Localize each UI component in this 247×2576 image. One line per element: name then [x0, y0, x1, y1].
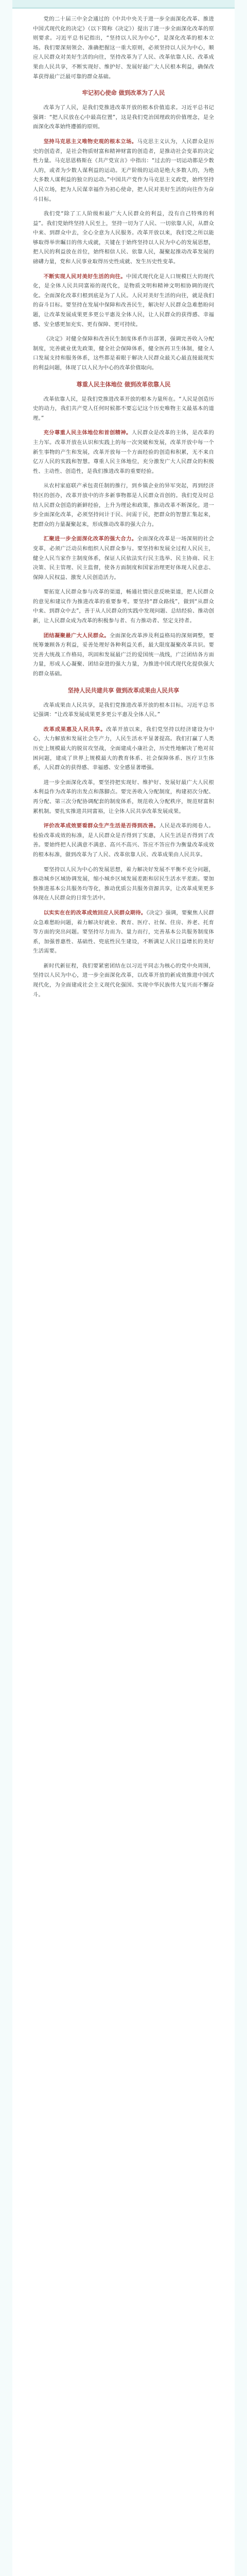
body-paragraph	[33, 631, 214, 679]
paragraph-text: 要坚持以人民为中心的发展思想，着力解决好发展不平衡不充分问题，推动城乡区域协调发展，缩小城乡区域发展差距和居民生活水平差距。要加快推进基本公共服务均等化，推动优质公共服务资源共享，让改革成果更多体现在人民群众的日常生活中。	[33, 866, 214, 902]
paragraph-text: 人民是改革的阅卷人。检验改革成效的标准，是人民群众是否得到了实惠，人民生活是否得到了改善。要始终把人民满意不满意、高兴不高兴、答应不答应作为衡量改革成效的根本标准，做到改革为了人民、改革依靠人民、改革成果由人民共享。	[33, 823, 215, 858]
paragraph-lead: 团结凝聚最广大人民群众。	[43, 632, 110, 639]
body-paragraph	[33, 534, 214, 582]
paragraph-lead: 不断实现人民对美好生活的向往。	[43, 273, 127, 280]
article-page	[12, 0, 235, 2576]
paragraph-text: 中国式现代化是人口规模巨大的现代化，是全体人民共同富裕的现代化，是物质文明和精神文明相协调的现代化。全面深化改革归根到底是为了人民。人民对美好生活的向往，就是我们的奋斗目标。要坚持在发展中保障和改善民生，解决好人民群众急难愁盼问题，让改革发展成果更多更公平惠及全体人民，让人民群众的获得感、幸福感、安全感更加充实、更有保障、更可持续。	[33, 273, 214, 328]
paragraph-text: 从农村家庭联产承包责任制的推行，到乡镇企业的异军突起，再到经济特区的创办，改革开放中的许多新事物都是人民群众首创的。我们党及时总结人民群众创造的新鲜经验，上升为理论和政策，推动改革不断深化。进一步全面深化改革，必须坚持问计于民、问需于民，把群众的智慧汇集起来，把群众的力量凝聚起来，形成推动改革的强大合力。	[33, 483, 214, 528]
body-paragraph	[33, 481, 214, 529]
body-paragraph	[33, 908, 214, 956]
body-paragraph	[33, 821, 214, 859]
top-decoration	[12, 0, 235, 7]
paragraph-text: 《决定》对健全保障和改善民生制度体系作出部署，强调完善收入分配制度，完善就业优先政策，健全社会保障体系，健全医药卫生体制，健全人口发展支持和服务体系，这些都是着眼于解决人民群众最关心最直接最现实的利益问题，体现了以人民为中心的改革价值取向。	[33, 336, 214, 371]
intro-paragraph: 党的二十届三中全会通过的《中共中央关于进一步全面深化改革、推进中国式现代化的决定》（以下简称《决定》）提出了进一步全面深化改革的原则要求。习近平总书记指出，“坚持以人民为中心”，是深化改革的根本立场。我们要深刻领会、准确把握这一重大原则，必须坚持以人民为中心，顺应人民群众对美好生活的向往，坚持改革为了人民、改革依靠人民、改革成果由人民共享，不断实现好、维护好、发展好最广大人民根本利益，确保改革获得最广泛最可靠的群众基础。	[33, 16, 214, 80]
body-paragraph	[33, 428, 214, 476]
paragraph-text: 全面深化改革涉及利益格局的深刻调整，要统筹兼顾各方利益，妥善处理好各种利益关系，最大限度凝聚改革共识。要完善大统战工作格局，巩固和发展最广泛的爱国统一战线，广泛团结各方面力量，形成人心凝聚、团结奋进的强大力量，为推进中国式现代化提供强大的群众基础。	[33, 632, 214, 677]
paragraph-lead: 以实实在在的改革成效回应人民群众期待。	[43, 909, 147, 916]
paragraph-text: 新时代新征程，我们要紧密团结在以习近平同志为核心的党中央周围，坚持以人民为中心，进一步全面深化改革，以改革开放的新成效推进中国式现代化，为全面建成社会主义现代化强国、实现中华民族伟大复兴而不懈奋斗。	[33, 962, 214, 998]
body-paragraph	[33, 961, 214, 999]
body-paragraph	[33, 209, 214, 267]
body-paragraph	[33, 395, 214, 423]
paragraph-text: 改革开放以来，我们党坚持以经济建设为中心，大力解放和发展社会生产力，人民生活水平显著提高。我们打赢了人类历史上规模最大的脱贫攻坚战，全面建成小康社会，历史性地解决了绝对贫困问题，建成了世界上规模最大的教育体系、社会保障体系、医疗卫生体系，人民群众的获得感、幸福感、安全感显著增强。	[33, 726, 214, 771]
section-title: 坚持人民共建共享 做到改革成果由人民共享	[67, 687, 180, 694]
paragraph-text: 要拓宽人民群众参与改革的渠道，畅通社情民意反映渠道，把人民群众的意见和建议作为推进改革的重要参考。要坚持“群众路线”，做到“从群众中来、到群众中去”，善于从人民群众的实践中发现问题、总结经验、推动创新，让人民群众成为改革的积极参与者、有力推动者、坚定支持者。	[33, 589, 214, 624]
body-paragraph	[33, 587, 214, 625]
body-paragraph	[33, 778, 214, 816]
body-paragraph	[33, 865, 214, 903]
paragraph-text: 《决定》强调，要聚焦人民群众急难愁盼问题，着力解决好就业、教育、医疗、社保、住房、养老、托育等方面的突出问题。要坚持尽力而为、量力而行，完善基本公共服务制度体系，加强普惠性、基础性、兜底性民生建设，不断满足人民日益增长的美好生活需要。	[33, 909, 214, 955]
paragraph-text: 全面深化改革是一场深刻的社会变革，必须广泛动员和组织人民群众参与。要坚持和发展全过程人民民主，健全人民当家作主制度体系，保证人民依法实行民主选举、民主协商、民主决策、民主管理、民主监督，使各方面制度和国家治理更好体现人民意志、保障人民权益、激发人民创造活力。	[33, 536, 214, 581]
body-paragraph	[33, 334, 214, 372]
paragraph-text: 人民群众是改革的主体，是改革的主力军。改革开放在认识和实践上的每一次突破和发展，改革开放中每一个新生事物的产生和发展，改革开放每一个方面经验的创造和积累，无不来自亿万人民的实践和智慧。尊重人民主体地位，充分激发广大人民群众的积极性、主动性、创造性，是我们推进改革的重要经验。	[33, 430, 215, 474]
paragraph-text: 改革成果由人民共享，是我们党推进改革开放的根本目标。习近平总书记强调：“让改革发展成果更多更公平惠及全体人民。”	[33, 702, 214, 718]
paragraph-lead: 改革成果惠及人民共享。	[43, 726, 107, 733]
body-paragraph	[33, 725, 214, 773]
section-title: 牢记初心使命 做到改革为了人民	[82, 90, 165, 97]
paragraph-text: 我们党“除了工人阶级和最广大人民群众的利益，没有自己特殊的利益”。我们党始终坚持人民至上，坚持一切为了人民、一切依靠人民，从群众中来、到群众中去，全心全意为人民服务。改革开放以来，我们党之所以能够取得举世瞩目的伟大成就，关键在于始终坚持以人民为中心的发展思想，把人民的利益放在首位，始终相信人民、依靠人民，凝聚起推动改革发展的磅礴力量，党和人民事业取得历史性成就、发生历史性变革。	[33, 211, 214, 265]
body-paragraph	[33, 103, 214, 132]
paragraph-lead: 评价改革成效要看群众生产生活是否得到改善。	[43, 823, 160, 829]
paragraph-text: 改革依靠人民，是我们党推进改革开放的根本力量所在。“人民是创造历史的动力，我们共产党人任何时候都不要忘记这个历史唯物主义最基本的道理。”	[33, 396, 214, 421]
body-paragraph	[33, 137, 214, 204]
body-paragraph	[33, 272, 214, 330]
paragraph-text: 改革为了人民，是我们党推进改革开放的根本价值追求。习近平总书记强调：“把人民放在心中最高位置”，这是我们党治国理政的价值理念，是全面深化改革始终遵循的原则。	[33, 105, 214, 130]
article-content	[33, 14, 214, 1005]
paragraph-lead: 充分尊重人民主体地位和首创精神。	[43, 430, 132, 436]
section-title: 尊重人民主体地位 做到改革依靠人民	[76, 381, 171, 388]
paragraph-text: 进一步全面深化改革，要坚持把实现好、维护好、发展好最广大人民根本利益作为改革的出发点和落脚点。要完善收入分配制度，构建初次分配、再分配、第三次分配协调配套的制度体系，规范收入分配秩序，规范财富积累机制。要扎实推进共同富裕，让全体人民共享改革发展成果。	[33, 779, 214, 815]
body-paragraph	[33, 701, 214, 720]
paragraph-text: 马克思主义认为，人民群众是历史的创造者，是社会物质财富和精神财富的创造者，是推动社会变革的决定性力量。马克思恩格斯在《共产党宣言》中指出：“过去的一切运动都是少数人的，或者为少数人谋利益的运动。无产阶级的运动是绝大多数人的，为绝大多数人谋利益的独立的运动。”中国共产党作为马克思主义政党，始终坚持人民立场，把为人民谋幸福作为初心使命，把人民对美好生活的向往作为奋斗目标。	[33, 138, 214, 202]
paragraph-lead: 汇聚进一步全面深化改革的强大合力。	[43, 536, 137, 543]
paragraph-lead: 坚持马克思主义唯物史观的根本立场。	[43, 138, 137, 145]
